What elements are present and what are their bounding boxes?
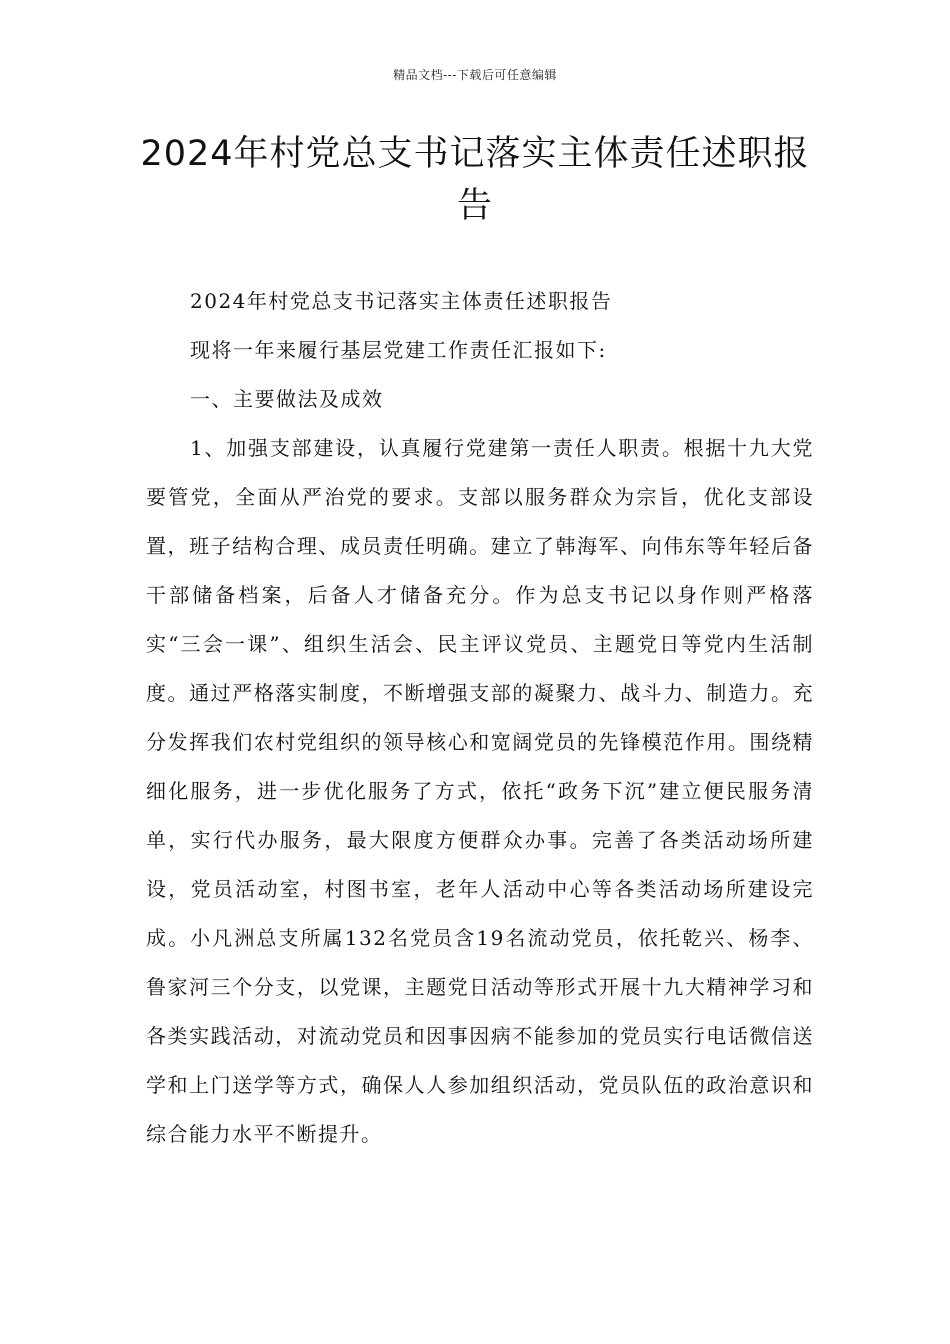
document-title: 2024年村党总支书记落实主体责任述职报告 [140,134,810,226]
paragraph-intro: 现将一年来履行基层党建工作责任汇报如下: [190,338,607,362]
header-note: 精品文档---下载后可任意编辑 [393,68,557,82]
section-heading: 一、主要做法及成效 [190,387,384,411]
paragraph-body: 1、加强支部建设，认真履行党建第一责任人职责。根据十九大党要管党，全面从严治党的要求。支部以服务群众为宗旨，优化支部设置，班子结构合理、成员责任明确。建立了韩海军、向伟东等年轻后备干部储备档案，后备人才储备充分。作为总支书记以身作则严格落实“三会一课”、组织生活会、民主评议党员、主题党日等党内生活制度。通过严格落实制度，不断增强支部的凝聚力、战斗力、制造力。充分发挥我们农村党组织的领导核心和宽阔党员的先锋模范作用。围绕精细化服务，进一步优化服务了方式，依托“政务下沉”建立便民服务清单，实行代办服务，最大限度方便群众办事。完善了各类活动场所建设，党员活动室，村图书室，老年人活动中心等各类活动场所建设完成。小凡洲总支所属132名党员含19名流动党员，依托乾兴、杨李、鲁家河三个分支，以党课，主题党日活动等形式开展十九大精神学习和各类实践活动，对流动党员和因事因病不能参加的党员实行电话微信送学和上门送学等方式，确保人人参加组织活动，党员队伍的政治意识和综合能力水平不断提升。 [146,436,814,1146]
paragraph-repeat-title: 2024年村党总支书记落实主体责任述职报告 [190,289,613,313]
document-body [146,277,814,1159]
